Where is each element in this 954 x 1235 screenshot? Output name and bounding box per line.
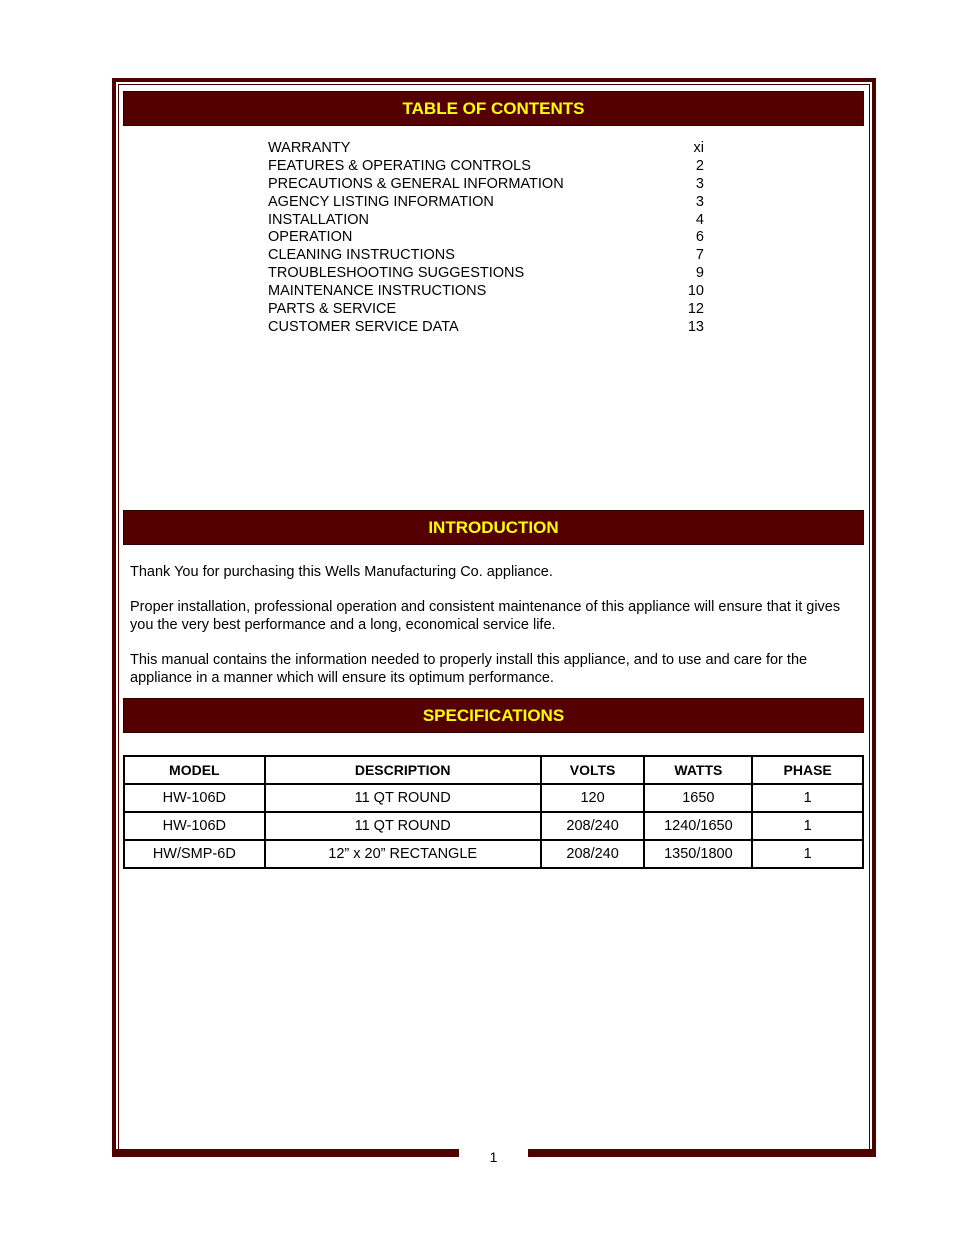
toc-entry-page: 9 (695, 265, 704, 282)
frame-bottom-left (112, 1149, 459, 1157)
cell-volts: 120 (541, 784, 645, 812)
toc-entry[interactable] (268, 229, 704, 247)
cell-volts: 208/240 (541, 812, 645, 840)
table-row (124, 840, 863, 868)
cell-volts: 208/240 (541, 840, 645, 868)
toc-entry-page: 4 (695, 211, 704, 228)
cell-model: HW/SMP-6D (124, 840, 265, 868)
table-row (124, 784, 863, 812)
toc-entry[interactable] (268, 301, 704, 319)
toc-entry-title: PARTS & SERVICE (268, 301, 397, 318)
table-row (124, 812, 863, 840)
toc-entry-title: WARRANTY (268, 140, 351, 156)
toc-entry-title: OPERATION (268, 229, 353, 246)
toc-entry-title: AGENCY LISTING INFORMATION (268, 193, 494, 210)
toc-entry-page: 2 (695, 157, 704, 174)
cell-watts: 1650 (644, 784, 752, 812)
toc-entry[interactable] (268, 212, 704, 230)
toc-entry[interactable] (268, 176, 704, 194)
cell-phase: 1 (752, 784, 863, 812)
cell-model: HW-106D (124, 812, 265, 840)
specifications-table (123, 755, 864, 869)
toc-entry-title: INSTALLATION (268, 211, 369, 228)
page-number: 1 (489, 1149, 498, 1165)
cell-phase: 1 (752, 812, 863, 840)
toc-entry-page: 12 (687, 301, 704, 318)
specifications-heading: SPECIFICATIONS (123, 698, 864, 733)
toc-entry[interactable] (268, 319, 704, 337)
toc-entry-title: MAINTENANCE INSTRUCTIONS (268, 283, 487, 300)
toc-entry-page: 13 (687, 318, 704, 335)
introduction-heading: INTRODUCTION (123, 510, 864, 545)
cell-watts: 1240/1650 (644, 812, 752, 840)
toc-entry-page: 10 (687, 283, 704, 300)
intro-paragraph: Proper installation, professional operation and consistent maintenance of this appliance will ensure that it gives you the very best performance and a long, economical service life. (130, 599, 841, 633)
intro-paragraph: Thank You for purchasing this Wells Manufacturing Co. appliance. (130, 564, 553, 580)
toc-entry-title: PRECAUTIONS & GENERAL INFORMATION (268, 175, 564, 192)
cell-phase: 1 (752, 840, 863, 868)
intro-paragraph: This manual contains the information needed to properly install this appliance, and to use and care for the appliance in a manner which will ensure its optimum performance. (130, 652, 808, 686)
column-header-watts: WATTS (644, 756, 752, 784)
cell-model: HW-106D (124, 784, 265, 812)
toc-entry-title: CUSTOMER SERVICE DATA (268, 318, 459, 335)
toc-entry-page: 7 (695, 247, 704, 264)
column-header-description: DESCRIPTION (265, 756, 541, 784)
column-header-model: MODEL (124, 756, 265, 784)
toc-entry-page: xi (693, 140, 704, 156)
toc-entry[interactable] (268, 140, 704, 158)
toc-entry-page: 3 (695, 193, 704, 210)
cell-description: 11 QT ROUND (265, 784, 541, 812)
table-header-row (124, 756, 863, 784)
toc-entry[interactable] (268, 283, 704, 301)
frame-bottom-right (528, 1149, 876, 1157)
toc-heading: TABLE OF CONTENTS (123, 91, 864, 126)
column-header-volts: VOLTS (541, 756, 645, 784)
toc-entry[interactable] (268, 158, 704, 176)
cell-description: 11 QT ROUND (265, 812, 541, 840)
toc-entry[interactable] (268, 194, 704, 212)
cell-watts: 1350/1800 (644, 840, 752, 868)
toc-entry-title: CLEANING INSTRUCTIONS (268, 247, 455, 264)
toc-entry-title: FEATURES & OPERATING CONTROLS (268, 157, 531, 174)
cell-description: 12” x 20” RECTANGLE (265, 840, 541, 868)
toc-entry-title: TROUBLESHOOTING SUGGESTIONS (268, 265, 525, 282)
toc-entry[interactable] (268, 247, 704, 265)
toc-entry[interactable] (268, 265, 704, 283)
toc-entry-page: 3 (695, 175, 704, 192)
toc-entry-page: 6 (695, 229, 704, 246)
column-header-phase: PHASE (752, 756, 863, 784)
table-of-contents (268, 140, 704, 337)
